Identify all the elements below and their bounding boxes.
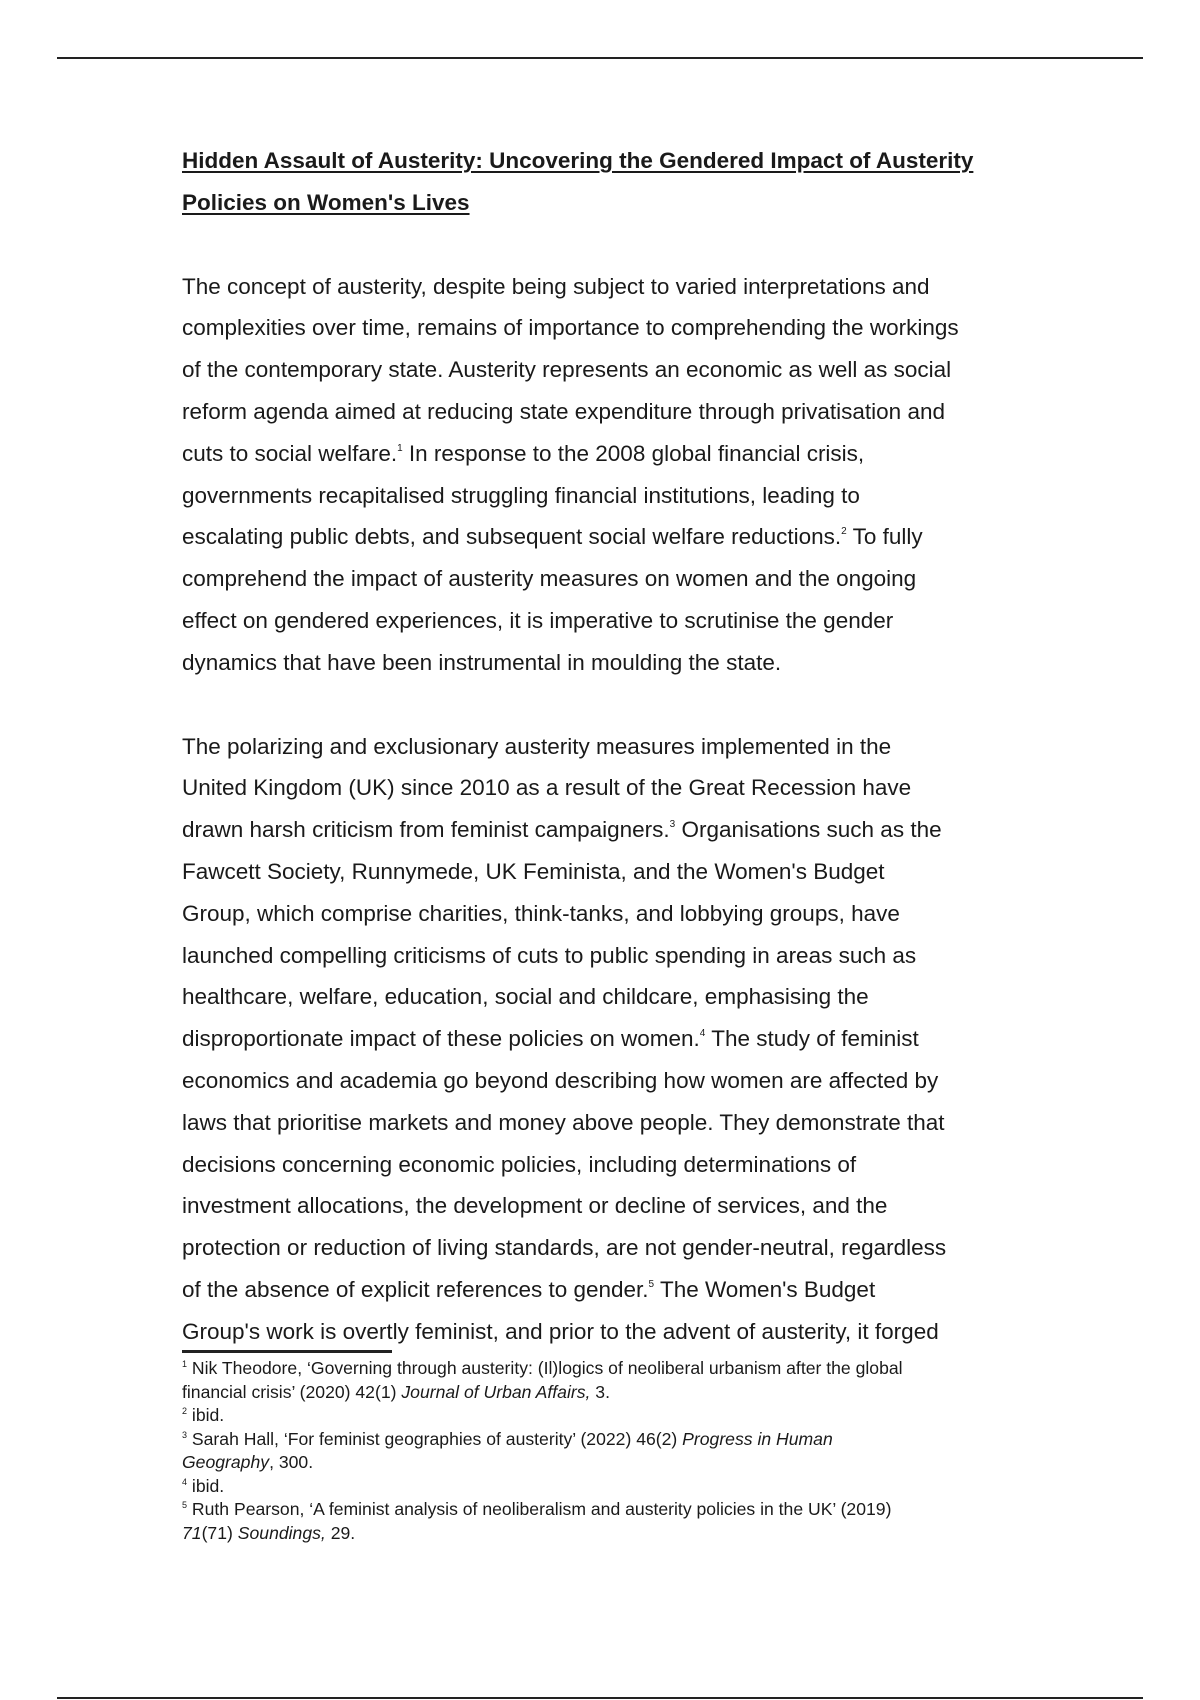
footnote-line: Geography, 300. <box>182 1452 314 1472</box>
footnote-number: 4 <box>182 1476 188 1487</box>
text-line: disproportionate impact of these policies on women.$^4$ The study of feminist <box>182 1026 919 1052</box>
text-line: Group's work is overtly feminist, and prior to the advent of austerity, it forged <box>182 1318 939 1344</box>
title-line: Hidden Assault of Austerity: Uncovering the Gendered Impact of Austerity <box>182 148 974 173</box>
text-line: reform agenda aimed at reducing state expenditure through privatisation and <box>182 398 945 424</box>
footnote-line: $^4$ ibid. <box>182 1475 225 1496</box>
text-line: governments recapitalised struggling financial institutions, leading to <box>182 482 860 508</box>
text-line: dynamics that have been instrumental in moulding the state. <box>182 649 782 675</box>
footnote-ref[interactable]: 3 <box>669 819 676 831</box>
text-line: comprehend the impact of austerity measures on women and the ongoing <box>182 566 917 592</box>
header-rule <box>57 57 1143 59</box>
footnote-line: $^3$ Sarah Hall, ‘For feminist geographies of austerity’ (2022) 46(2) Progress in Human <box>182 1428 833 1449</box>
text-line: drawn harsh criticism from feminist campaigners.$^3$ Organisations such as the <box>182 817 942 843</box>
document-body <box>182 140 1032 1353</box>
text-line: Fawcett Society, Runnymede, UK Feminista, and the Women's Budget <box>182 858 885 884</box>
paragraph-1 <box>182 266 1032 684</box>
footnote-separator <box>182 1350 392 1353</box>
footnote-ref[interactable]: 1 <box>397 442 403 454</box>
text-line: launched compelling criticisms of cuts to public spending in areas such as <box>182 942 917 968</box>
paragraph-2 <box>182 726 1032 1353</box>
text-line: of the absence of explicit references to gender.$^5$ The Women's Budget <box>182 1276 876 1302</box>
footer-rule <box>57 1697 1143 1699</box>
text-line: investment allocations, the development or decline of services, and the <box>182 1193 888 1219</box>
footnotes <box>182 1350 1042 1545</box>
footnote-line: financial crisis’ (2020) 42(1) Journal of Urban Affairs, 3. <box>182 1381 610 1402</box>
text-line: escalating public debts, and subsequent social welfare reductions.$^2$ To fully <box>182 524 923 550</box>
footnote-number: 1 <box>182 1359 188 1369</box>
text-line: laws that prioritise markets and money above people. They demonstrate that <box>182 1109 945 1135</box>
text-line: effect on gendered experiences, it is imperative to scrutinise the gender <box>182 607 894 633</box>
footnote-line: $^2$ ibid. <box>182 1405 225 1425</box>
text-line: Group, which comprise charities, think-tanks, and lobbying groups, have <box>182 900 900 926</box>
title-line: Policies on Women's Lives <box>182 189 470 215</box>
footnote-number: 2 <box>182 1406 188 1416</box>
footnote-ref[interactable]: 2 <box>841 526 847 538</box>
text-line: cuts to social welfare.$^1$ In response to the 2008 global financial crisis, <box>182 440 865 466</box>
footnote-line: $^1$ Nik Theodore, ‘Governing through austerity: (Il)logics of neoliberal urbanism after the global <box>182 1358 903 1378</box>
footnote-line: $^5$ Ruth Pearson, ‘A feminist analysis of neoliberalism and austerity policies in the UK’ (2019) <box>182 1499 892 1519</box>
footnote-number: 5 <box>182 1500 188 1510</box>
footnote-list <box>182 1357 1042 1545</box>
footnote-number: 3 <box>182 1429 188 1440</box>
text-line: The polarizing and exclusionary austerity measures implemented in the <box>182 733 892 759</box>
footnote-ref[interactable]: 4 <box>699 1028 706 1040</box>
text-line: decisions concerning economic policies, including determinations of <box>182 1151 857 1177</box>
text-line: economics and academia go beyond describing how women are affected by <box>182 1067 939 1093</box>
text-line: protection or reduction of living standards, are not gender-neutral, regardless <box>182 1235 947 1261</box>
text-line: United Kingdom (UK) since 2010 as a result of the Great Recession have <box>182 775 912 801</box>
text-line: healthcare, welfare, education, social and childcare, emphasising the <box>182 984 869 1010</box>
text-line: of the contemporary state. Austerity represents an economic as well as social <box>182 357 952 383</box>
document-title <box>182 140 1032 224</box>
text-line: The concept of austerity, despite being subject to varied interpretations and <box>182 273 930 299</box>
footnote-ref[interactable]: 5 <box>648 1278 655 1290</box>
text-line: complexities over time, remains of importance to comprehending the workings <box>182 315 959 341</box>
footnote-line: 71(71) Soundings, 29. <box>182 1522 356 1543</box>
